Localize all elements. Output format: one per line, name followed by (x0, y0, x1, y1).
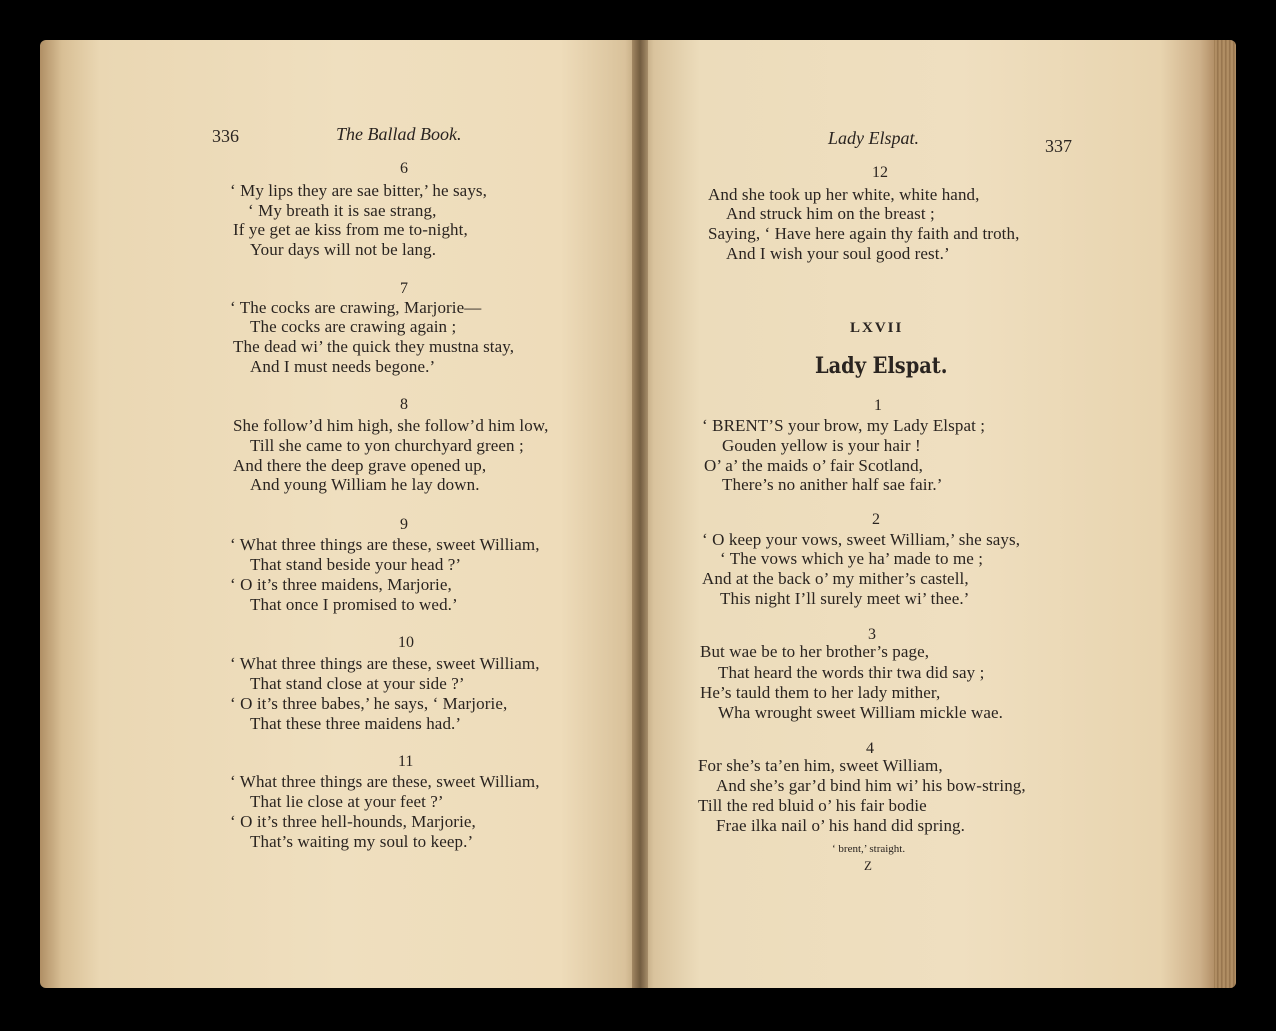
signature-mark: Z (864, 858, 872, 873)
verse-line: And young William he lay down. (250, 475, 480, 494)
right-running-title: Lady Elspat. (828, 128, 920, 148)
verse-line: Saying, ‘ Have here again thy faith and troth, (708, 224, 1020, 243)
stanza-number: 3 (868, 626, 876, 643)
drop-word: BRENT (712, 416, 769, 435)
verse-line: ‘ What three things are these, sweet William, (230, 535, 540, 554)
verse-line: ‘ My lips they are sae bitter,’ he says, (230, 181, 487, 200)
stanza-number: 8 (400, 396, 408, 413)
page-fore-edge (1214, 40, 1236, 988)
stanza-number: 1 (874, 397, 882, 414)
verse-line: Gouden yellow is your hair ! (722, 436, 921, 455)
left-page (40, 40, 640, 988)
verse-line: That heard the words thir twa did say ; (718, 663, 985, 682)
stanza-number: 9 (400, 516, 408, 533)
verse-line: Till the red bluid o’ his fair bodie (698, 796, 927, 815)
verse-line: And she took up her white, white hand, (708, 185, 980, 204)
verse-line: Till she came to yon churchyard green ; (250, 436, 524, 455)
verse-line: Your days will not be lang. (250, 240, 437, 259)
section-number: LXVII (850, 320, 904, 336)
left-page-number: 336 (212, 126, 239, 146)
verse-line: And there the deep grave opened up, (233, 456, 487, 475)
verse-line: ‘ O keep your vows, sweet William,’ she says, (702, 530, 1021, 549)
verse-line: He’s tauld them to her lady mither, (700, 683, 941, 702)
verse-line: But wae be to her brother’s page, (700, 642, 930, 661)
verse-line: And struck him on the breast ; (726, 204, 935, 223)
verse-line: The dead wi’ the quick they mustna stay, (233, 337, 515, 356)
verse-line: For she’s ta’en him, sweet William, (698, 756, 943, 775)
verse-line: And I must needs begone.’ (250, 357, 436, 376)
book-gutter (632, 40, 648, 988)
verse-line: Frae ilka nail o’ his hand did spring. (716, 816, 965, 835)
verse-line: ‘ What three things are these, sweet William, (230, 772, 540, 791)
verse-line: And I wish your soul good rest.’ (726, 244, 950, 263)
right-page-number: 337 (1045, 136, 1072, 156)
verse-line: ‘ O it’s three maidens, Marjorie, (230, 575, 452, 594)
verse-line: ‘ The vows which ye ha’ made to me ; (720, 549, 984, 568)
verse-line: ‘ O it’s three hell-hounds, Marjorie, (230, 812, 476, 831)
verse-line: ‘ My breath it is sae strang, (248, 201, 437, 220)
verse-line: ‘ O it’s three babes,’ he says, ‘ Marjorie, (230, 694, 508, 713)
verse-line: If ye get ae kiss from me to-night, (233, 220, 468, 239)
stanza-number: 11 (398, 753, 414, 770)
verse-line: That these three maidens had.’ (250, 714, 462, 733)
verse-line: O’ a’ the maids o’ fair Scotland, (704, 456, 924, 475)
right-page (640, 40, 1236, 988)
verse-line: That lie close at your feet ?’ (250, 792, 444, 811)
section-title: Lady Elspat. (815, 353, 948, 379)
stanza-number: 4 (866, 740, 874, 757)
verse-line: ‘ BRENT’S your brow, my Lady Elspat ; (702, 416, 986, 435)
verse-line: ‘ The cocks are crawing, Marjorie— (230, 298, 482, 317)
left-running-title: The Ballad Book. (336, 124, 462, 144)
verse-line: ‘ What three things are these, sweet William, (230, 654, 540, 673)
verse-line: Wha wrought sweet William mickle wae. (718, 703, 1004, 722)
verse-line: There’s no anither half sae fair.’ (722, 475, 943, 494)
verse-line: And she’s gar’d bind him wi’ his bow-string, (716, 776, 1026, 795)
verse-line: And at the back o’ my mither’s castell, (702, 569, 969, 588)
stanza-number: 12 (872, 164, 888, 181)
verse-line: That once I promised to wed.’ (250, 595, 458, 614)
stanza-number: 6 (400, 160, 408, 177)
stanza-number: 2 (872, 511, 880, 528)
open-book (40, 40, 1236, 988)
verse-line: That stand beside your head ?’ (250, 555, 462, 574)
verse-line: She follow’d him high, she follow’d him low, (233, 416, 549, 435)
stanza-number: 7 (400, 280, 408, 297)
footnote: ‘ brent,’ straight. (832, 843, 906, 855)
stanza-number: 10 (398, 634, 414, 651)
verse-line: The cocks are crawing again ; (250, 317, 457, 336)
verse-line: That stand close at your side ?’ (250, 674, 465, 693)
verse-line: This night I’ll surely meet wi’ thee.’ (720, 589, 970, 608)
verse-line: That’s waiting my soul to keep.’ (250, 832, 474, 851)
